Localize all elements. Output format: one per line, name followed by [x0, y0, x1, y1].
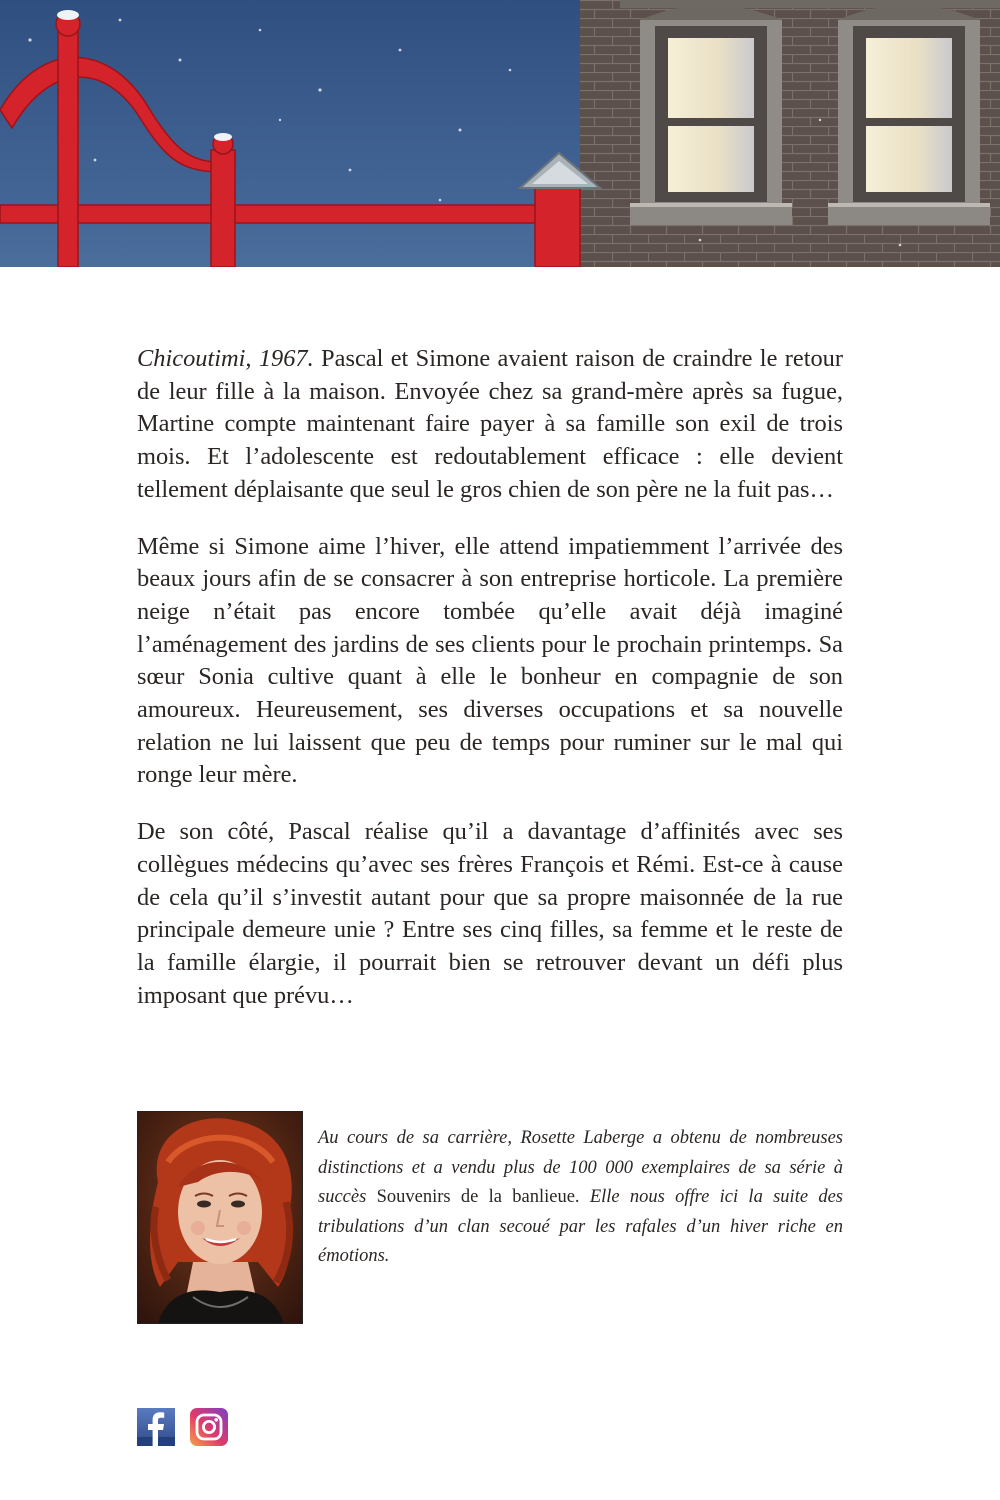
author-portrait-icon	[138, 1112, 302, 1323]
winter-street-illustration-icon	[0, 0, 1000, 267]
series-title: Souvenirs de la banlieue.	[376, 1187, 580, 1207]
summary-paragraph-1-text: Pascal et Simone avaient raison de craindre le retour de leur fille à la maison. Envoyée chez sa grand-mère après sa fugue, Martine compte maintenant faire payer à sa famille son exil de trois mois. Et l’adolescente est redoutablement efficace : elle devient tellement déplaisante que seul le gros chien de son père ne la fuit pas…	[137, 345, 843, 503]
summary-paragraph-1	[137, 343, 843, 507]
place-date: Chicoutimi, 1967.	[137, 345, 314, 372]
author-bio-part-2: Elle nous offre ici la suite des tribulations d’un clan secoué par les rafales d’un hiver riche en émotions.	[318, 1187, 843, 1266]
cover-illustration	[0, 0, 1000, 267]
author-bio-part-1: Au cours de sa carrière, Rosette Laberge a obtenu de nombreuses distinctions et a vendu plus de 100 000 exemplaires de sa série à succès	[318, 1128, 843, 1207]
facebook-icon[interactable]	[137, 1408, 175, 1446]
author-photo	[137, 1111, 303, 1324]
social-icons	[137, 1408, 228, 1446]
author-bio	[318, 1124, 843, 1272]
summary-paragraph-3: De son côté, Pascal réalise qu’il a davantage d’affinités avec ses collègues médecins qu’avec ses frères François et Rémi. Est-ce à cause de cela qu’il s’investit autant pour que sa propre maisonnée de la rue principale demeure unie ? Entre ses cinq filles, sa femme et le reste de la famille élargie, il pourrait bien se retrouver devant un défi plus imposant que prévu…	[137, 818, 843, 1009]
summary-paragraph-2: Même si Simone aime l’hiver, elle attend impatiemment l’arrivée des beaux jours afin de se consacrer à son entreprise horticole. La première neige n’était pas encore tombée qu’elle avait déjà imaginé l’aménagement des jardins de ses clients pour le prochain printemps. Sa sœur Sonia cultive quant à elle le bonheur en compagnie de son amoureux. Heureusement, ses diverses occupations et sa nouvelle relation ne lui laissent que peu de temps pour ruminer sur le mal qui ronge leur mère.	[137, 532, 843, 789]
back-cover-summary	[137, 343, 843, 1036]
instagram-icon[interactable]	[190, 1408, 228, 1446]
